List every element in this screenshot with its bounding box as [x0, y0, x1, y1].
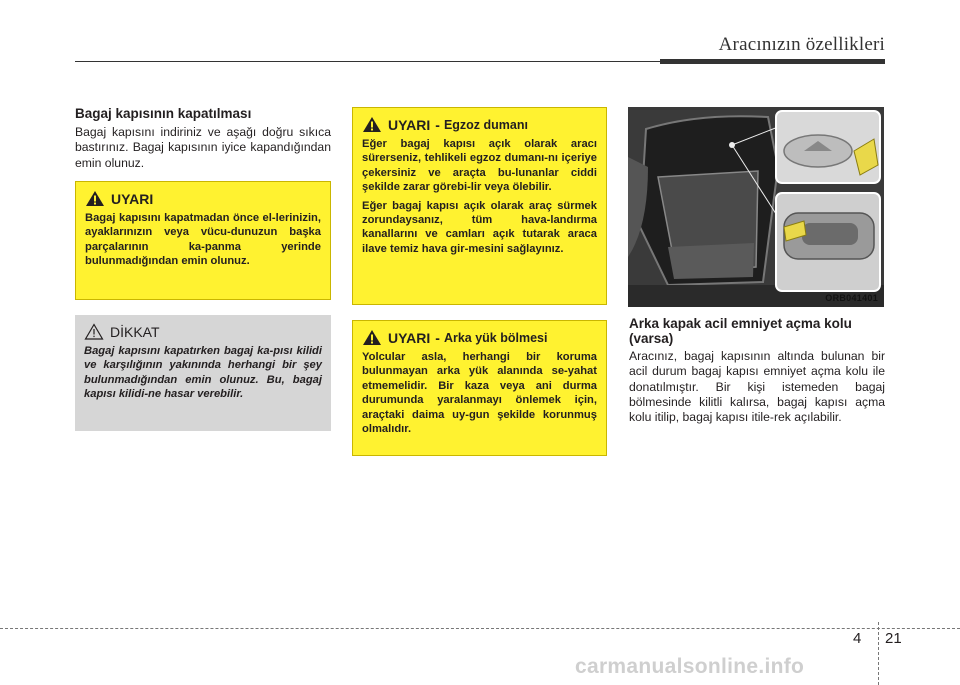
footer-rule: [0, 628, 960, 629]
warning-label: UYARI: [388, 329, 431, 346]
page-number: 21: [885, 630, 902, 647]
warning-subtitle: Arka yük bölmesi: [443, 330, 548, 345]
warning-box-closing: [75, 181, 331, 300]
warning-triangle-icon: [85, 190, 105, 207]
running-header-title: Aracınızın özellikleri: [718, 34, 885, 55]
caution-label: DİKKAT: [110, 323, 160, 340]
warning-box-exhaust: [352, 107, 607, 305]
section-title-closing: Bagaj kapısının kapatılması: [75, 106, 252, 121]
section-title-emergency-release: Arka kapak acil emniyet açma kolu (varsa): [629, 316, 852, 346]
warning-box-cargo: [352, 320, 607, 456]
warning-triangle-icon: [362, 329, 382, 346]
warning-text: Eğer bagaj kapısı açık olarak aracı sürerseniz, tehlikeli egzoz dumanı-nı içeriye çekersiniz ve araçta bu-lunanlar ciddi şekilde zarar görebi-lir veya ölebilir.: [362, 138, 597, 194]
trunk-interior-illustration: [628, 107, 884, 307]
trunk-release-figure: [628, 107, 884, 307]
header-rule-accent: [660, 59, 885, 64]
warning-text: Yolcular asla, herhangi bir koruma bulunmayan arka yük alanında se-yahat etmemelidir. Bir kaza veya ani durma durumunda yaralanmayı önlemek için, araçtaki daima uy-gun şekilde korunmuş olmalıdır.: [362, 351, 597, 436]
section-body-closing: Bagaj kapısını indiriniz ve aşağı doğru sıkıca bastırınız. Bagaj kapısının iyice kapandığından emin olunuz.: [75, 125, 331, 170]
warning-subtitle: Egzoz dumanı: [443, 117, 528, 132]
warning-label: UYARI: [111, 190, 154, 207]
figure-code-label: ORB041401: [825, 293, 878, 303]
page-number-separator: [878, 622, 879, 685]
warning-text: Eğer bagaj kapısı açık olarak araç sürmek zorundaysanız, tüm hava-landırma kanallarını ve camları açık tutarak araca ilave temiz hava gir-mesini sağlayınız.: [362, 199, 597, 255]
watermark-text: carmanualsonline.info: [575, 655, 805, 678]
warning-label: UYARI: [388, 116, 431, 133]
warning-triangle-icon: [362, 116, 382, 133]
caution-triangle-icon: [84, 323, 104, 340]
warning-text: Bagaj kapısını kapatmadan önce el-lerinizin, ayaklarınızın veya vücu-dunuzun başka parçalarının ka-panma yerinde bulunmadığından emin olunuz.: [85, 212, 321, 268]
chapter-number: 4: [853, 630, 862, 647]
section-body-emergency-release: Aracınız, bagaj kapısının altında bulunan bir acil durum bagaj kapısı emniyet açma kolu ile donatılmıştır. Bir kişi istemeden bagaj bölmesinde kilitli kalırsa, bagaj kapısı açma kolu itilip, bagaj kapısı itile-rek açılabilir.: [629, 349, 885, 425]
warning-dash: -: [435, 116, 440, 133]
caution-box-latch: [75, 315, 331, 431]
caution-text: Bagaj kapısını kapatırken bagaj ka-pısı kilidi ve karşılığının yakınında herhangi bir şey bulunmadığından emin olunuz. Bu, bagaj kapısı kilidi-ne hasar verebilir.: [84, 345, 322, 401]
warning-dash: -: [435, 329, 440, 346]
